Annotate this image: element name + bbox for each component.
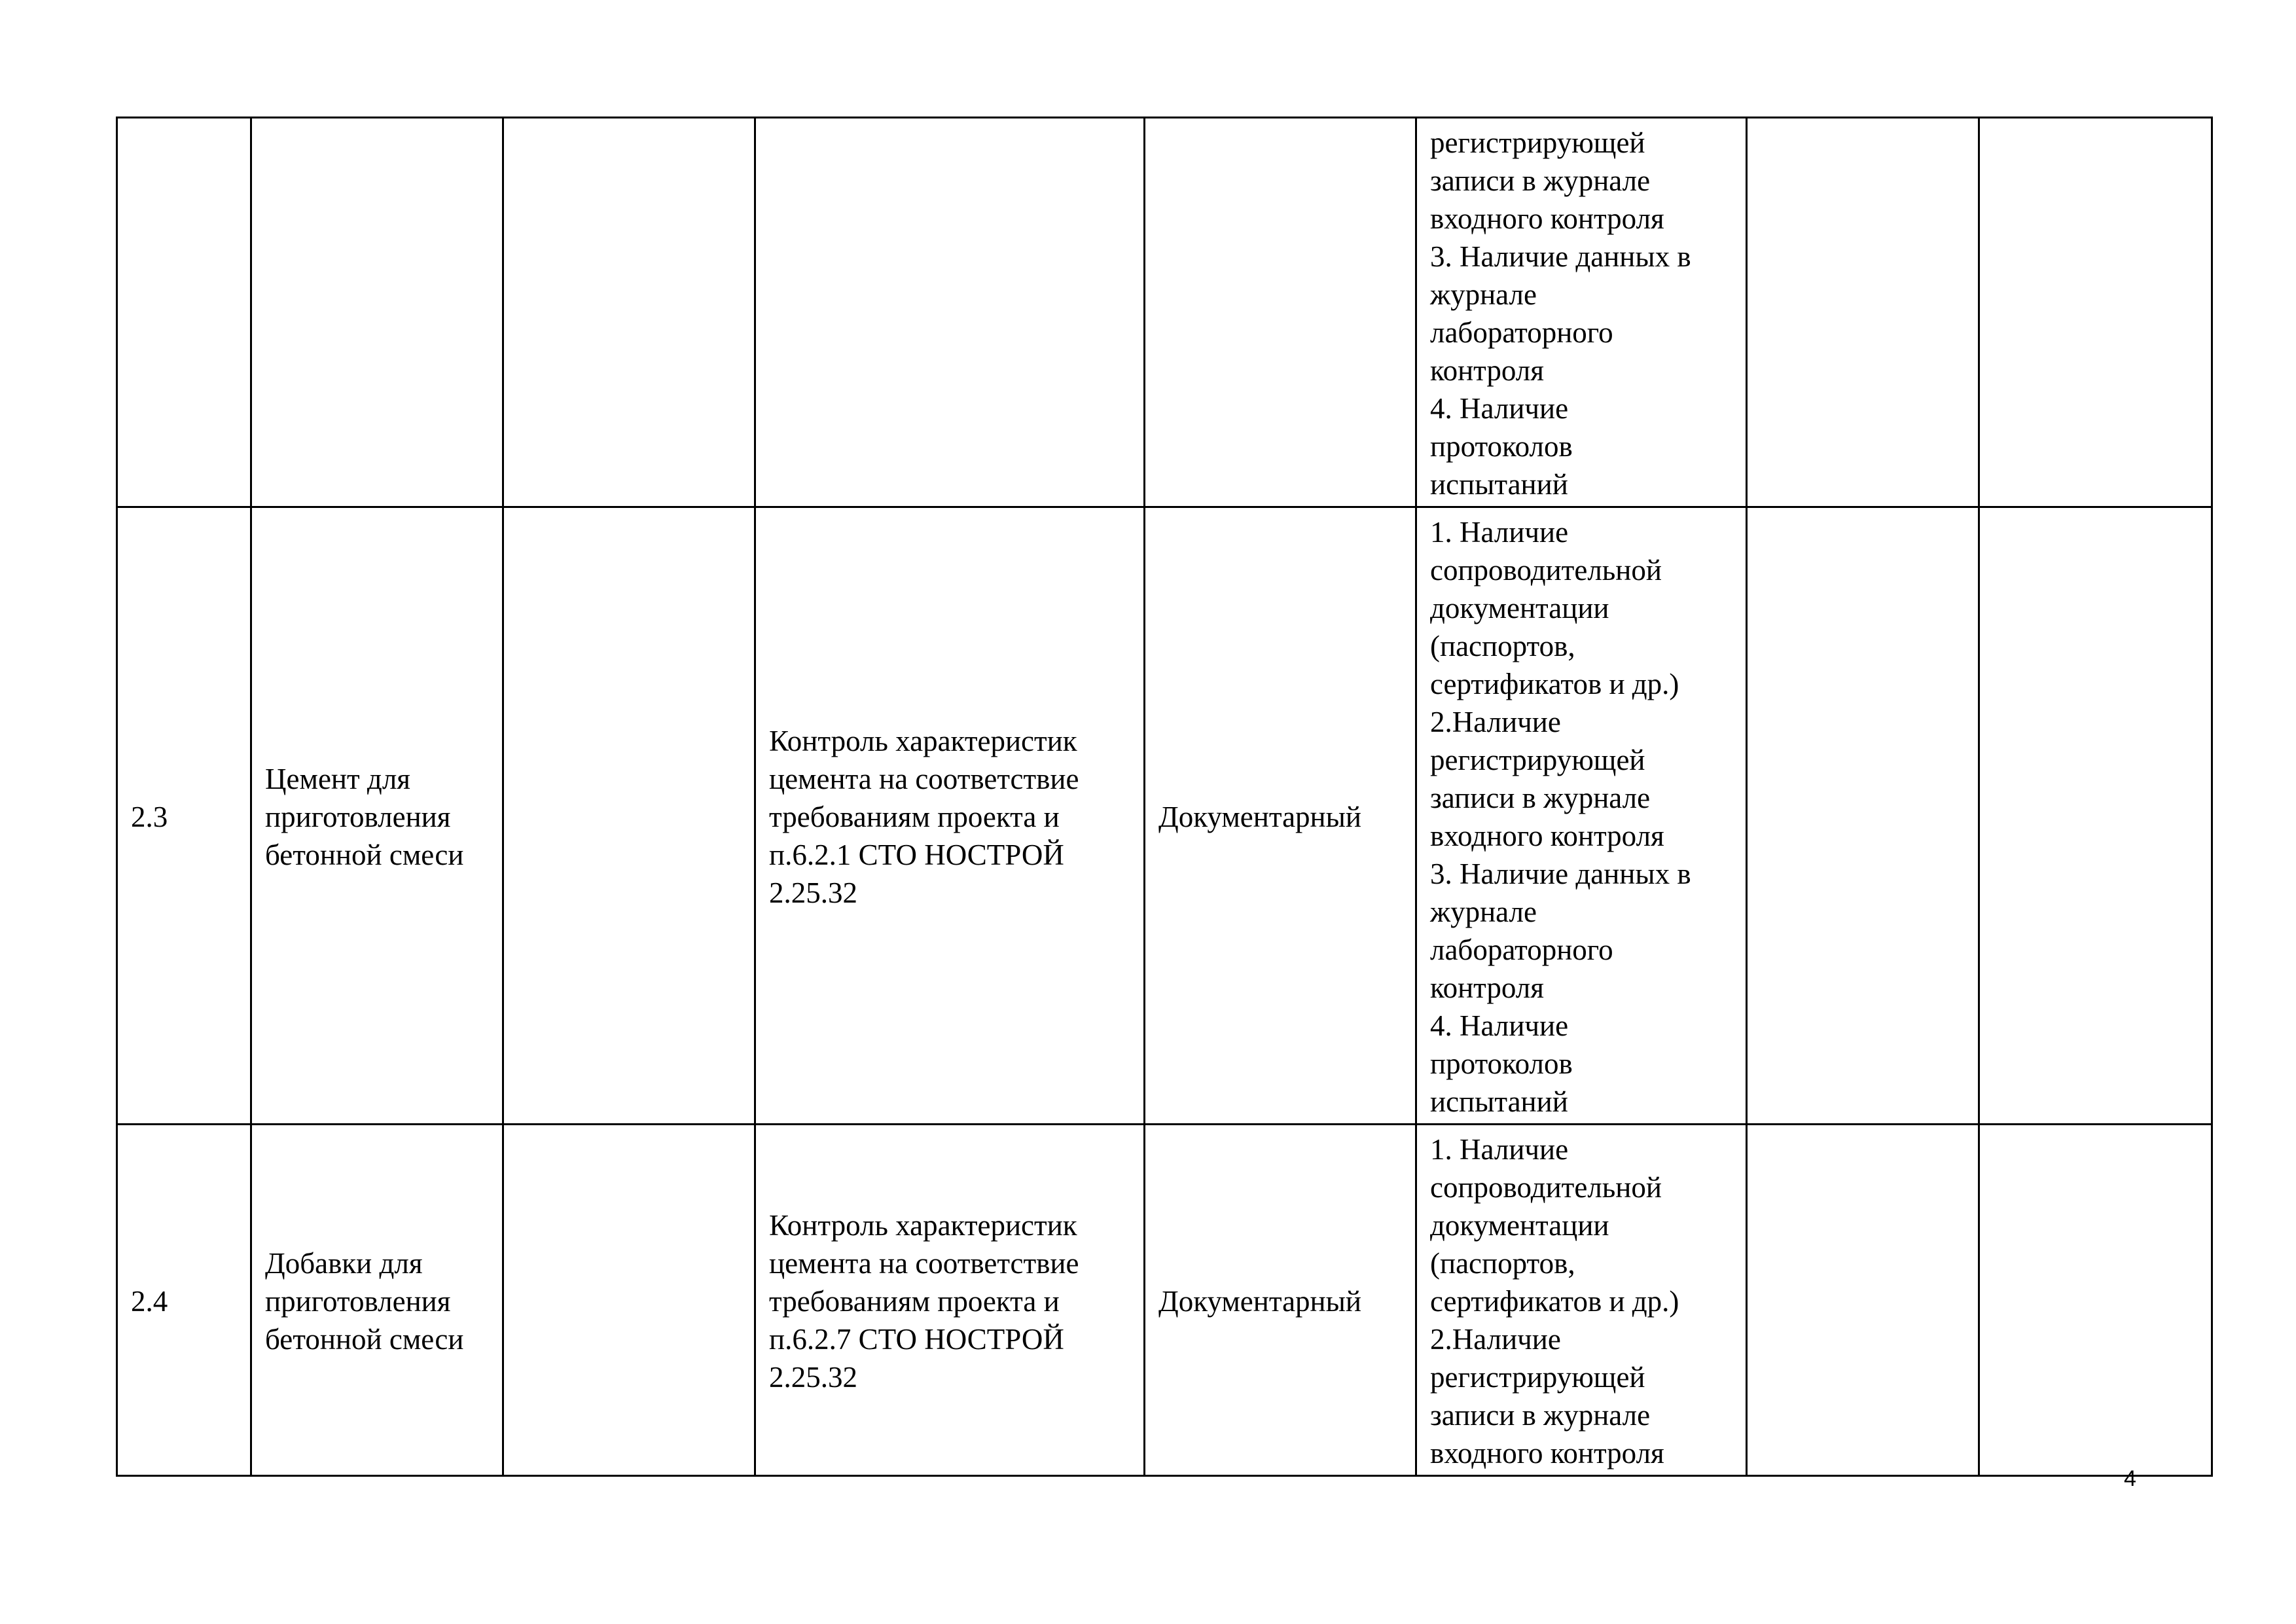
- empty-cell: [503, 118, 755, 507]
- check-line: регистрирующей: [1430, 744, 1645, 776]
- check-line: журнале: [1430, 278, 1537, 311]
- check-line: сопроводительной: [1430, 1171, 1662, 1204]
- check-line: входного контроля: [1430, 202, 1664, 235]
- check-line: документации: [1430, 592, 1609, 624]
- check-line: 1. Наличие: [1430, 516, 1569, 549]
- check-line: испытаний: [1430, 1085, 1568, 1118]
- control-description-cell: Контроль характеристик цемента на соответствие требованиям проекта и п.6.2.1 СТО НОСТРОЙ 2.25.32: [755, 507, 1145, 1125]
- control-method-cell: Документарный: [1145, 1125, 1416, 1476]
- check-line: 3. Наличие данных в: [1430, 857, 1691, 890]
- check-line: (паспортов,: [1430, 630, 1575, 662]
- checks-cell: [1416, 118, 1747, 507]
- check-line: испытаний: [1430, 468, 1568, 501]
- row-number-cell: [117, 118, 251, 507]
- check-line: протоколов: [1430, 430, 1573, 463]
- check-line: записи в журнале: [1430, 1399, 1651, 1432]
- check-line: 3. Наличие данных в: [1430, 240, 1691, 273]
- control-table: [116, 117, 2213, 1477]
- check-line: записи в журнале: [1430, 782, 1651, 814]
- check-line: входного контроля: [1430, 1437, 1664, 1470]
- empty-cell: [1747, 1125, 1979, 1476]
- row-number-cell: 2.4: [117, 1125, 251, 1476]
- check-line: документации: [1430, 1209, 1609, 1242]
- control-method-cell: [1145, 118, 1416, 507]
- row-number-cell: 2.3: [117, 507, 251, 1125]
- check-line: протоколов: [1430, 1047, 1573, 1080]
- check-line: записи в журнале: [1430, 164, 1651, 197]
- check-line: 4. Наличие: [1430, 1009, 1569, 1042]
- empty-cell: [1747, 507, 1979, 1125]
- control-description-cell: [755, 118, 1145, 507]
- check-line: контроля: [1430, 971, 1544, 1004]
- empty-cell: [1979, 507, 2212, 1125]
- check-line: лабораторного: [1430, 316, 1613, 349]
- check-line: 4. Наличие: [1430, 392, 1569, 425]
- empty-cell: [503, 507, 755, 1125]
- check-line: 2.Наличие: [1430, 1323, 1561, 1356]
- material-name-cell: Добавки для приготовления бетонной смеси: [251, 1125, 503, 1476]
- empty-cell: [503, 1125, 755, 1476]
- check-line: регистрирующей: [1430, 126, 1645, 159]
- check-line: регистрирующей: [1430, 1361, 1645, 1394]
- empty-cell: [1979, 118, 2212, 507]
- material-name-cell: Цемент для приготовления бетонной смеси: [251, 507, 503, 1125]
- empty-cell: [1979, 1125, 2212, 1476]
- check-line: 2.Наличие: [1430, 706, 1561, 738]
- check-line: лабораторного: [1430, 933, 1613, 966]
- check-line: журнале: [1430, 895, 1537, 928]
- control-method-cell: Документарный: [1145, 507, 1416, 1125]
- check-line: (паспортов,: [1430, 1247, 1575, 1280]
- page-number: 4: [2124, 1466, 2136, 1491]
- material-name-cell: [251, 118, 503, 507]
- check-line: сертификатов и др.): [1430, 668, 1679, 700]
- table-row: [117, 507, 2212, 1125]
- check-line: контроля: [1430, 354, 1544, 387]
- control-description-cell: Контроль характеристик цемента на соответствие требованиям проекта и п.6.2.7 СТО НОСТРОЙ 2.25.32: [755, 1125, 1145, 1476]
- empty-cell: [1747, 118, 1979, 507]
- check-line: сопроводительной: [1430, 554, 1662, 586]
- check-line: сертификатов и др.): [1430, 1285, 1679, 1318]
- check-line: входного контроля: [1430, 820, 1664, 852]
- checks-cell: [1416, 507, 1747, 1125]
- check-line: 1. Наличие: [1430, 1133, 1569, 1166]
- table-row: [117, 118, 2212, 507]
- table-row: [117, 1125, 2212, 1476]
- checks-cell: [1416, 1125, 1747, 1476]
